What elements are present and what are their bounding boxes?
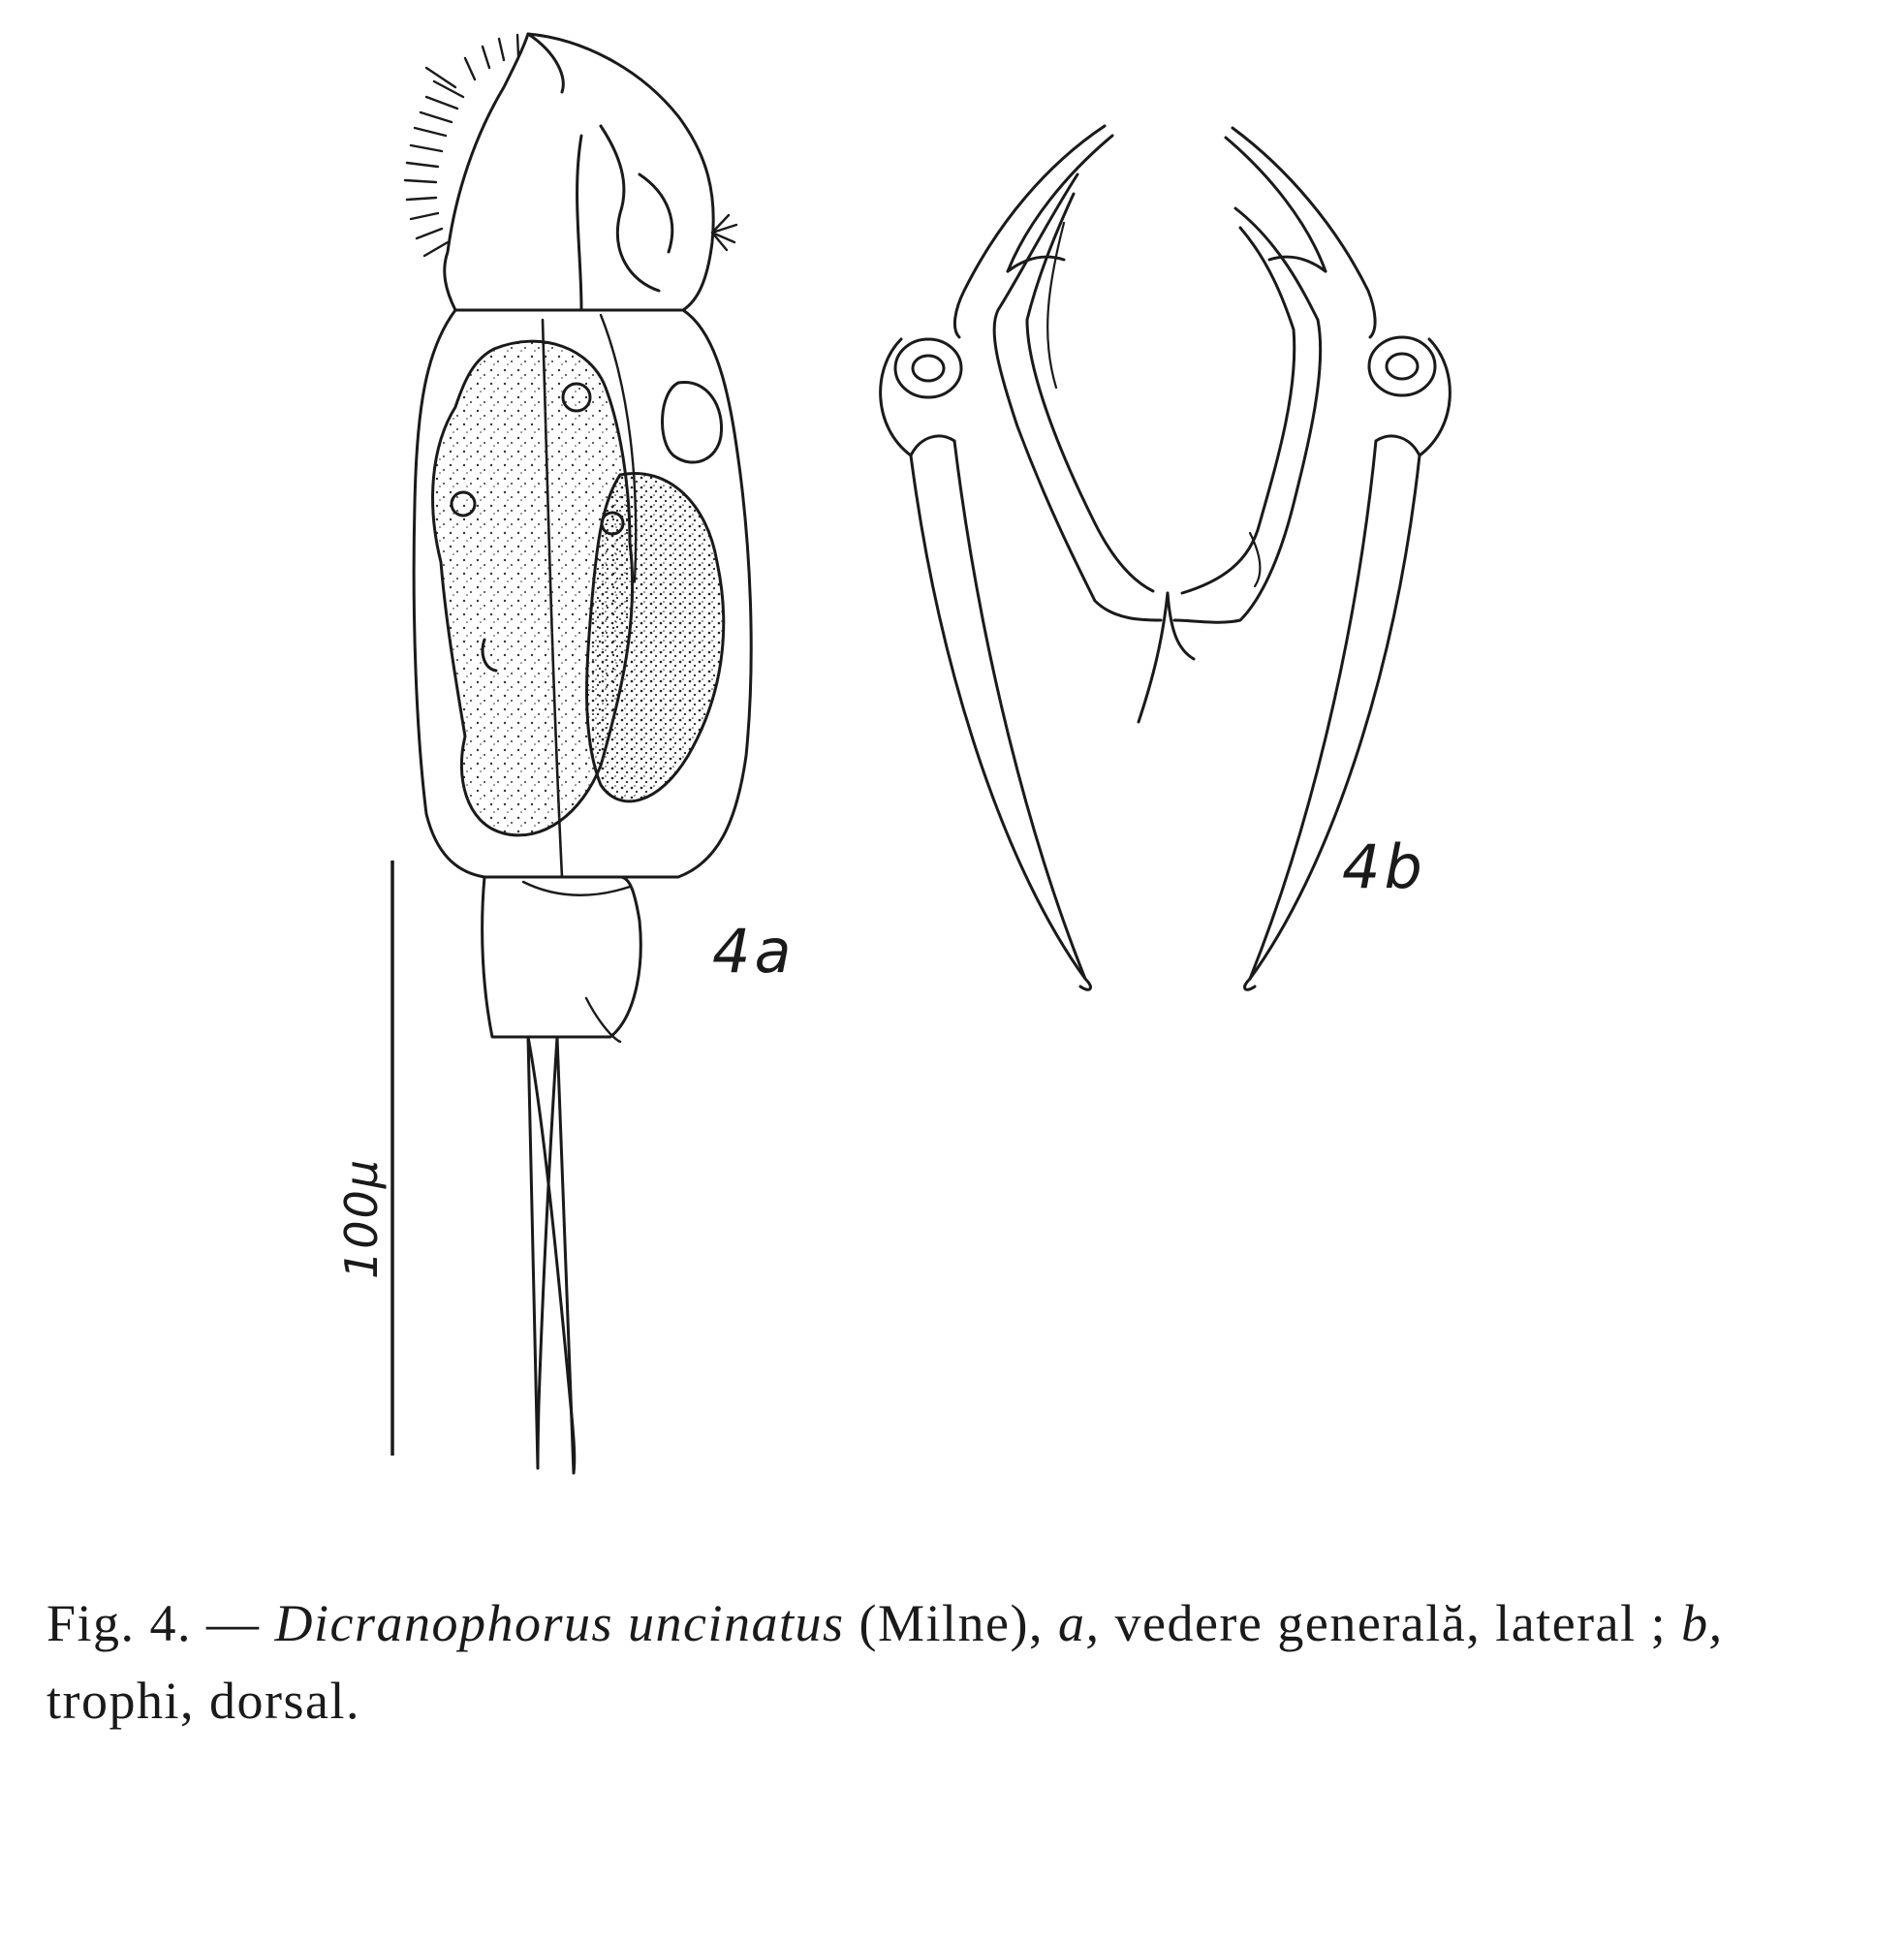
caption-a-text: vedere generală, lateral ; xyxy=(1114,1594,1668,1652)
caption-species: Dicranophorus uncinatus xyxy=(274,1594,845,1652)
caption-authority: (Milne), xyxy=(858,1594,1044,1652)
panel-label-4b: 4b xyxy=(1342,831,1426,902)
panel-label-4a: 4a xyxy=(712,916,796,987)
caption-a-letter: a, xyxy=(1058,1594,1101,1652)
caption-b-text: trophi, dorsal. xyxy=(47,1672,360,1730)
figure-caption xyxy=(47,1584,1868,1739)
caption-b-letter: b, xyxy=(1681,1594,1724,1652)
rotifer-lateral-drawing xyxy=(405,34,751,1473)
scale-bar-label: 100μ xyxy=(335,1157,388,1279)
caption-fig-number: Fig. 4. — xyxy=(47,1594,261,1652)
